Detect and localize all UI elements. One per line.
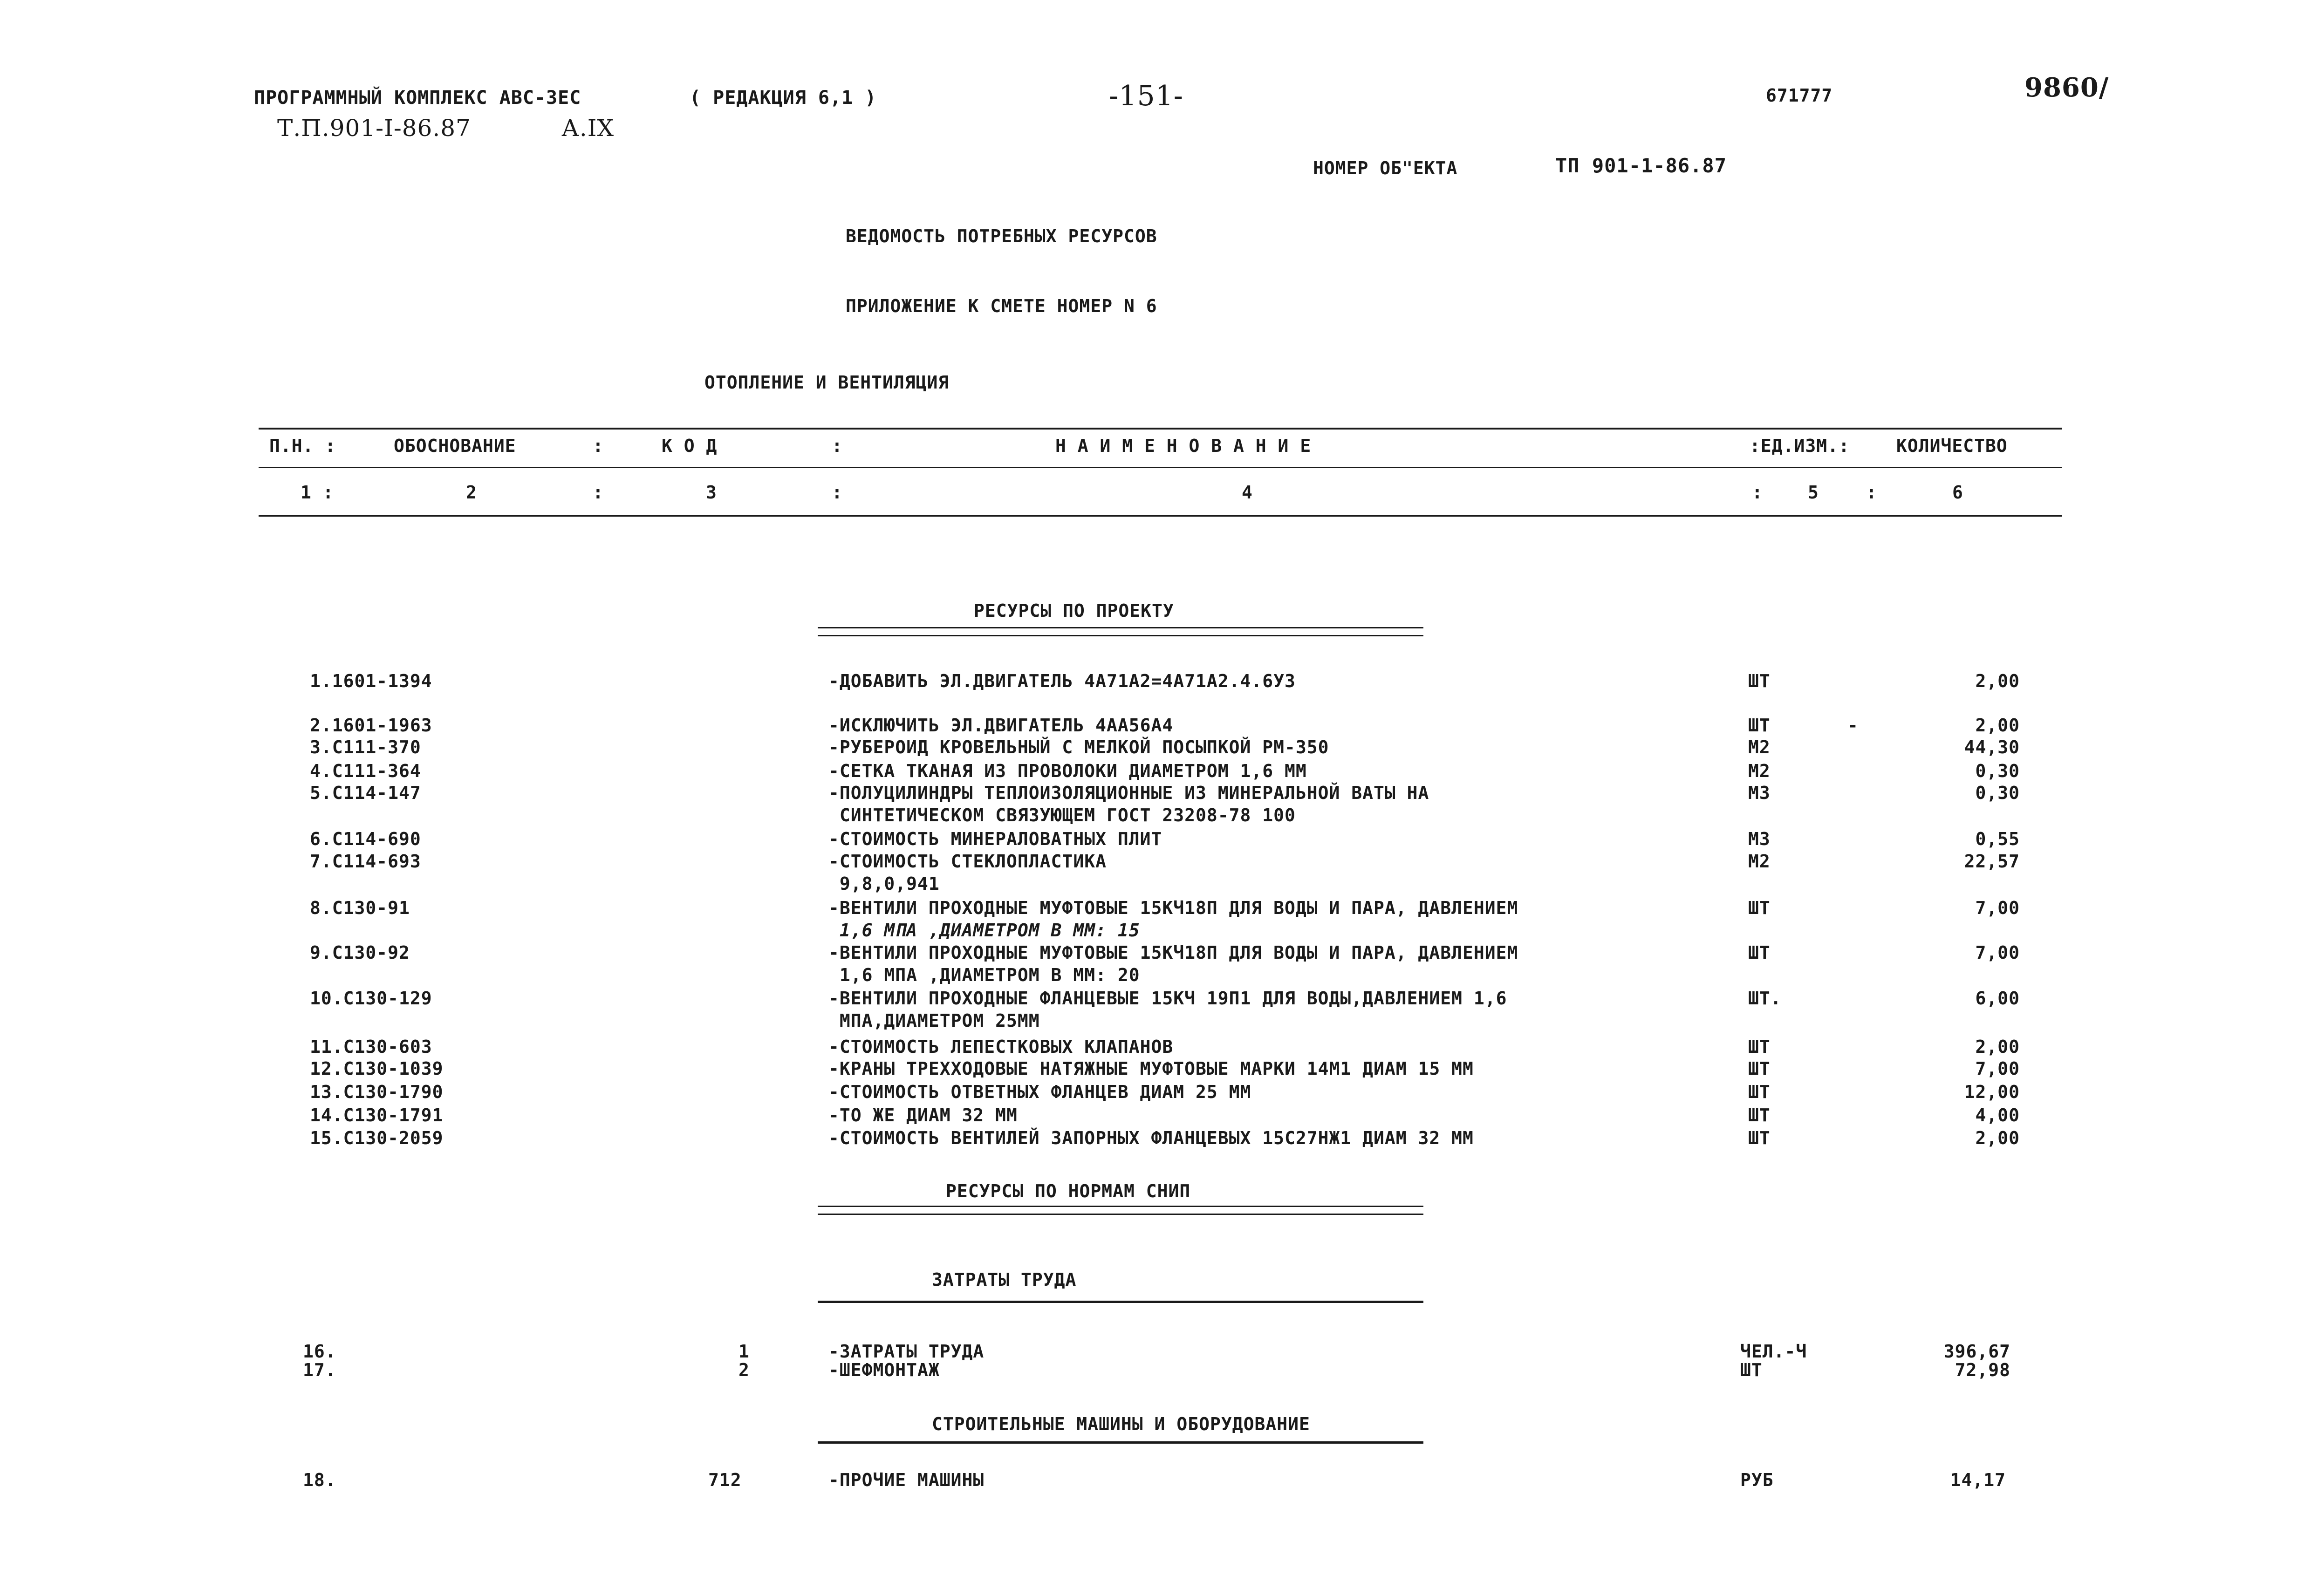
table-top-rule bbox=[259, 428, 2062, 430]
row-quantity: 22,57 bbox=[1964, 851, 2020, 872]
row-number: 16. bbox=[303, 1341, 336, 1362]
row-name-line: -СЕТКА ТКАНАЯ ИЗ ПРОВОЛОКИ ДИАМЕТРОМ 1,6 ММ bbox=[828, 761, 1307, 781]
row-basis: 10.С130-129 bbox=[310, 988, 432, 1009]
object-value: ТП 901-1-86.87 bbox=[1555, 154, 1727, 177]
row-name-line: -ВЕНТИЛИ ПРОХОДНЫЕ МУФТОВЫЕ 15КЧ18П ДЛЯ ВОДЫ И ПАРА, ДАВЛЕНИЕМ bbox=[828, 942, 1518, 963]
row-name-line: -СТОИМОСТЬ ВЕНТИЛЕЙ ЗАПОРНЫХ ФЛАНЦЕВЫХ 15С27НЖ1 ДИАМ 32 ММ bbox=[828, 1128, 1474, 1148]
row-basis: 2.1601-1963 bbox=[310, 715, 432, 736]
row-quantity: 2,00 bbox=[1975, 715, 2020, 736]
row-quantity: 7,00 bbox=[1975, 942, 2020, 963]
row-unit: ШТ bbox=[1748, 942, 1771, 963]
row-name-line: 1,6 МПА ,ДИАМЕТРОМ В ММ: 20 bbox=[828, 965, 1140, 985]
row-name-line: -ПОЛУЦИЛИНДРЫ ТЕПЛОИЗОЛЯЦИОННЫЕ ИЗ МИНЕРАЛЬНОЙ ВАТЫ НА bbox=[828, 783, 1429, 803]
row-unit: ШТ bbox=[1748, 671, 1771, 691]
row-name: -ШЕФМОНТАЖ bbox=[828, 1360, 940, 1380]
row-number: 18. bbox=[303, 1470, 336, 1490]
row-basis: 8.С130-91 bbox=[310, 898, 410, 918]
row-code: 1 bbox=[738, 1341, 750, 1362]
page-number: -151- bbox=[1109, 80, 1184, 112]
row-basis: 6.С114-690 bbox=[310, 829, 421, 849]
col-separator: : bbox=[1866, 482, 1877, 503]
document-subtitle: ПРИЛОЖЕНИЕ К СМЕТЕ НОМЕР N 6 bbox=[846, 296, 1157, 316]
col-header-basis: ОБОСНОВАНИЕ bbox=[394, 436, 516, 456]
row-unit: ШТ bbox=[1748, 1128, 1771, 1148]
row-number: 17. bbox=[303, 1360, 336, 1380]
col-separator: : bbox=[1752, 482, 1763, 503]
edition: ( РЕДАКЦИЯ 6,1 ) bbox=[690, 87, 877, 109]
album-number: А.IX bbox=[561, 115, 615, 142]
row-quantity: 7,00 bbox=[1975, 898, 2020, 918]
row-basis: 7.С114-693 bbox=[310, 851, 421, 872]
section-underline bbox=[818, 1301, 1423, 1303]
project-code: Т.П.901-I-86.87 bbox=[277, 115, 471, 142]
row-quantity: 396,67 bbox=[1943, 1341, 2010, 1362]
row-unit: М2 bbox=[1748, 737, 1771, 757]
row-quantity: 0,55 bbox=[1975, 829, 2020, 849]
row-basis: 14.С130-1791 bbox=[310, 1105, 444, 1125]
row-name-line: -СТОИМОСТЬ ЛЕПЕСТКОВЫХ КЛАПАНОВ bbox=[828, 1037, 1174, 1057]
object-label: НОМЕР ОБ"ЕКТА bbox=[1313, 158, 1458, 178]
row-basis: 3.С111-370 bbox=[310, 737, 421, 757]
row-unit: М3 bbox=[1748, 783, 1771, 803]
row-quantity: 72,98 bbox=[1955, 1360, 2010, 1380]
row-name: -ПРОЧИЕ МАШИНЫ bbox=[828, 1470, 985, 1490]
col-header-name: Н А И М Е Н О В А Н И Е bbox=[1055, 436, 1312, 456]
row-unit: М3 bbox=[1748, 829, 1771, 849]
col-number: 5 bbox=[1808, 482, 1819, 503]
row-basis: 12.С130-1039 bbox=[310, 1058, 444, 1079]
row-code: 2 bbox=[738, 1360, 750, 1380]
section-double-underline bbox=[818, 627, 1423, 636]
row-unit: РУБ bbox=[1740, 1470, 1774, 1490]
col-number: 6 bbox=[1952, 482, 1963, 503]
section-double-underline bbox=[818, 1206, 1423, 1215]
doc-number: 671777 bbox=[1766, 85, 1833, 106]
col-separator: : bbox=[593, 436, 604, 456]
program-name: ПРОГРАММНЫЙ КОМПЛЕКС АВС-ЗЕС bbox=[254, 87, 581, 109]
row-basis: 15.С130-2059 bbox=[310, 1128, 444, 1148]
row-name-line: 9,8,0,941 bbox=[828, 873, 940, 894]
row-unit: ШТ bbox=[1748, 1105, 1771, 1125]
section-underline bbox=[818, 1441, 1423, 1444]
row-name-line: -СТОИМОСТЬ МИНЕРАЛОВАТНЫХ ПЛИТ bbox=[828, 829, 1162, 849]
table-header-rule bbox=[259, 467, 2062, 468]
row-quantity: 2,00 bbox=[1975, 671, 2020, 691]
section-norm-resources: РЕСУРСЫ ПО НОРМАМ СНИП bbox=[946, 1181, 1191, 1201]
row-basis: 4.С111-364 bbox=[310, 761, 421, 781]
row-unit: ШТ bbox=[1740, 1360, 1763, 1380]
row-quantity: 0,30 bbox=[1975, 783, 2020, 803]
row-name: -ЗАТРАТЫ ТРУДА bbox=[828, 1341, 985, 1362]
row-name-line: -ВЕНТИЛИ ПРОХОДНЫЕ МУФТОВЫЕ 15КЧ18П ДЛЯ ВОДЫ И ПАРА, ДАВЛЕНИЕМ bbox=[828, 898, 1518, 918]
col-number: 4 bbox=[1242, 482, 1253, 503]
row-unit: М2 bbox=[1748, 851, 1771, 872]
row-name-line: -ИСКЛЮЧИТЬ ЭЛ.ДВИГАТЕЛЬ 4АА56А4 bbox=[828, 715, 1174, 736]
row-quantity: 44,30 bbox=[1964, 737, 2020, 757]
handwritten-number: 9860/ bbox=[2024, 72, 2109, 103]
section-labor: ЗАТРАТЫ ТРУДА bbox=[932, 1269, 1077, 1290]
col-header-quantity: КОЛИЧЕСТВО bbox=[1896, 436, 2008, 456]
col-header-pn: П.Н. : bbox=[269, 436, 336, 456]
row-quantity: 0,30 bbox=[1975, 761, 2020, 781]
row-sign: - bbox=[1847, 715, 1859, 736]
row-quantity: 12,00 bbox=[1964, 1082, 2020, 1102]
section-machines: СТРОИТЕЛЬНЫЕ МАШИНЫ И ОБОРУДОВАНИЕ bbox=[932, 1414, 1310, 1434]
row-basis: 11.С130-603 bbox=[310, 1037, 432, 1057]
col-separator: : bbox=[832, 482, 843, 503]
row-unit: ШТ bbox=[1748, 1037, 1771, 1057]
row-basis: 5.С114-147 bbox=[310, 783, 421, 803]
section-title: ОТОПЛЕНИЕ И ВЕНТИЛЯЦИЯ bbox=[704, 372, 950, 393]
row-unit: ШТ bbox=[1748, 715, 1771, 736]
row-quantity: 7,00 bbox=[1975, 1058, 2020, 1079]
col-number: 3 bbox=[706, 482, 717, 503]
row-code: 712 bbox=[708, 1470, 742, 1490]
row-unit: ШТ. bbox=[1748, 988, 1782, 1009]
row-unit: М2 bbox=[1748, 761, 1771, 781]
document-title: ВЕДОМОСТЬ ПОТРЕБНЫХ РЕСУРСОВ bbox=[846, 226, 1157, 246]
row-quantity: 6,00 bbox=[1975, 988, 2020, 1009]
section-project-resources: РЕСУРСЫ ПО ПРОЕКТУ bbox=[974, 600, 1174, 621]
row-unit: ШТ bbox=[1748, 1082, 1771, 1102]
row-name-line: -ДОБАВИТЬ ЭЛ.ДВИГАТЕЛЬ 4А71А2=4А71А2.4.6У3 bbox=[828, 671, 1296, 691]
row-basis: 9.С130-92 bbox=[310, 942, 410, 963]
col-separator: : bbox=[593, 482, 604, 503]
table-column-number-rule bbox=[259, 515, 2062, 517]
row-unit: ШТ bbox=[1748, 898, 1771, 918]
col-separator: : bbox=[832, 436, 843, 456]
row-quantity: 14,17 bbox=[1950, 1470, 2006, 1490]
col-header-code: К О Д bbox=[662, 436, 718, 456]
row-name-line: 1,6 МПА ,ДИАМЕТРОМ В ММ: 15 bbox=[828, 920, 1140, 941]
row-quantity: 2,00 bbox=[1975, 1037, 2020, 1057]
col-header-unit: :ЕД.ИЗМ.: bbox=[1750, 436, 1850, 456]
row-name-line: -СТОИМОСТЬ ОТВЕТНЫХ ФЛАНЦЕВ ДИАМ 25 ММ bbox=[828, 1082, 1251, 1102]
row-name-line: СИНТЕТИЧЕСКОМ СВЯЗУЮЩЕМ ГОСТ 23208-78 100 bbox=[828, 805, 1296, 825]
row-quantity: 4,00 bbox=[1975, 1105, 2020, 1125]
row-name-line: -СТОИМОСТЬ СТЕКЛОПЛАСТИКА bbox=[828, 851, 1107, 872]
col-number: 1 : bbox=[301, 482, 334, 503]
row-name-line: -КРАНЫ ТРЕХХОДОВЫЕ НАТЯЖНЫЕ МУФТОВЫЕ МАРКИ 14М1 ДИАМ 15 ММ bbox=[828, 1058, 1474, 1079]
row-quantity: 2,00 bbox=[1975, 1128, 2020, 1148]
row-unit: ЧЕЛ.-Ч bbox=[1740, 1341, 1807, 1362]
row-basis: 13.С130-1790 bbox=[310, 1082, 444, 1102]
row-name-line: -РУБЕРОИД КРОВЕЛЬНЫЙ С МЕЛКОЙ ПОСЫПКОЙ РМ-350 bbox=[828, 737, 1329, 757]
row-basis: 1.1601-1394 bbox=[310, 671, 432, 691]
row-name-line: -ТО ЖЕ ДИАМ 32 ММ bbox=[828, 1105, 1018, 1125]
col-number: 2 bbox=[466, 482, 477, 503]
row-name-line: МПА,ДИАМЕТРОМ 25ММ bbox=[828, 1010, 1040, 1031]
row-unit: ШТ bbox=[1748, 1058, 1771, 1079]
row-name-line: -ВЕНТИЛИ ПРОХОДНЫЕ ФЛАНЦЕВЫЕ 15КЧ 19П1 ДЛЯ ВОДЫ,ДАВЛЕНИЕМ 1,6 bbox=[828, 988, 1507, 1009]
